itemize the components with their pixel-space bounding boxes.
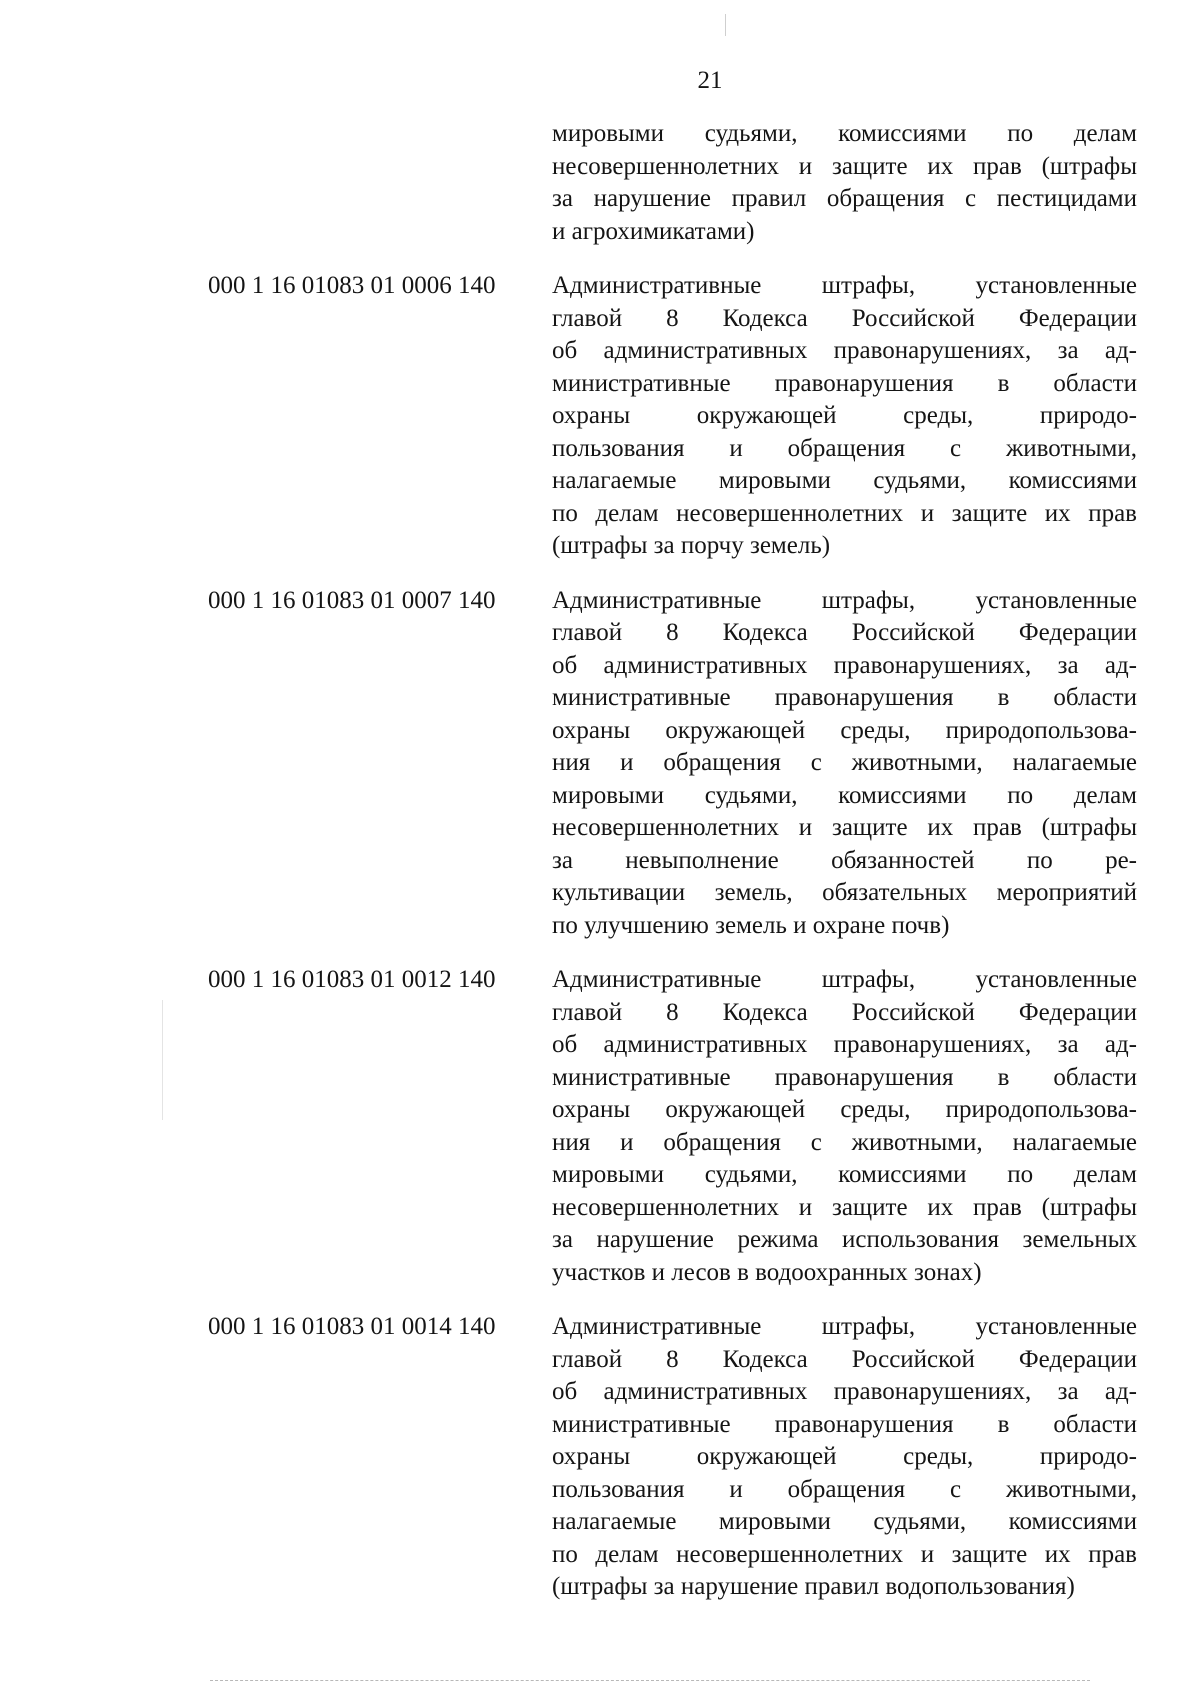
description-line: за нарушение режима использования земельных xyxy=(552,1226,1137,1253)
description-line: главой 8 Кодекса Российской Федерации xyxy=(552,1345,1137,1373)
description-line: об административных правонарушениях, за ад- xyxy=(552,1378,1137,1405)
description-line: об административных правонарушениях, за ад- xyxy=(552,1031,1137,1058)
table-row xyxy=(208,118,1138,248)
description-line: несовершеннолетних и защите их прав (штрафы xyxy=(552,1193,1137,1221)
budget-code: 000 1 16 01083 01 0007 140 xyxy=(208,586,496,614)
entry-description xyxy=(552,118,1137,248)
scan-artifact-side xyxy=(162,1000,163,1120)
entry-description xyxy=(552,1311,1137,1604)
description-line: по улучшению земель и охране почв) xyxy=(552,911,950,939)
description-line: охраны окружающей среды, природопользова- xyxy=(552,716,1137,744)
description-line: и агрохимикатами) xyxy=(552,217,755,245)
description-line: об административных правонарушениях, за ад- xyxy=(552,337,1137,364)
entry-description xyxy=(552,585,1137,943)
description-line: пользования и обращения с животными, xyxy=(552,1475,1137,1503)
budget-code: 000 1 16 01083 01 0014 140 xyxy=(208,1313,496,1340)
description-line: главой 8 Кодекса Российской Федерации xyxy=(552,304,1137,332)
description-line: охраны окружающей среды, природо- xyxy=(552,1443,1137,1470)
description-line: министративные правонарушения в области xyxy=(552,684,1137,711)
description-line: мировыми судьями, комиссиями по делам xyxy=(552,1161,1137,1188)
table-row xyxy=(208,270,1138,563)
description-line: ния и обращения с животными, налагаемые xyxy=(552,1128,1137,1156)
budget-code: 000 1 16 01083 01 0006 140 xyxy=(208,272,496,299)
description-line: культивации земель, обязательных мероприятий xyxy=(552,879,1137,906)
description-line: главой 8 Кодекса Российской Федерации xyxy=(552,998,1137,1026)
description-line: по делам несовершеннолетних и защите их прав xyxy=(552,1540,1137,1568)
description-line: налагаемые мировыми судьями, комиссиями xyxy=(552,467,1137,494)
description-line: налагаемые мировыми судьями, комиссиями xyxy=(552,1508,1137,1535)
description-line: Административные штрафы, установленные xyxy=(552,272,1137,299)
description-line: министративные правонарушения в области xyxy=(552,1410,1137,1438)
description-line: несовершеннолетних и защите их прав (штрафы xyxy=(552,152,1137,180)
description-line: мировыми судьями, комиссиями по делам xyxy=(552,120,1137,147)
classification-table xyxy=(208,118,1138,1626)
table-row xyxy=(208,964,1138,1289)
page-number: 21 xyxy=(697,67,723,94)
description-line: (штрафы за порчу земель) xyxy=(552,532,831,559)
table-row xyxy=(208,1311,1138,1604)
scan-artifact-top xyxy=(725,14,726,36)
description-line: об административных правонарушениях, за ад- xyxy=(552,651,1137,679)
description-line: министративные правонарушения в области xyxy=(552,369,1137,397)
description-line: по делам несовершеннолетних и защите их прав xyxy=(552,499,1137,527)
budget-code: 000 1 16 01083 01 0012 140 xyxy=(208,966,496,993)
description-line: (штрафы за нарушение правил водопользования) xyxy=(552,1573,1075,1600)
description-line: Административные штрафы, установленные xyxy=(552,966,1137,993)
description-line: ния и обращения с животными, налагаемые xyxy=(552,749,1137,776)
description-line: пользования и обращения с животными, xyxy=(552,434,1137,462)
entry-description xyxy=(552,964,1137,1289)
description-line: участков и лесов в водоохранных зонах) xyxy=(552,1258,982,1286)
description-line: охраны окружающей среды, природопользова- xyxy=(552,1096,1137,1123)
description-line: мировыми судьями, комиссиями по делам xyxy=(552,781,1137,809)
scan-artifact-bottom xyxy=(210,1680,1090,1681)
description-line: за нарушение правил обращения с пестицидами xyxy=(552,185,1137,212)
description-line: главой 8 Кодекса Российской Федерации xyxy=(552,619,1137,646)
description-line: за невыполнение обязанностей по ре- xyxy=(552,846,1137,874)
description-line: Административные штрафы, установленные xyxy=(552,586,1137,614)
description-line: министративные правонарушения в области xyxy=(552,1063,1137,1091)
entry-description xyxy=(552,270,1137,563)
description-line: несовершеннолетних и защите их прав (штрафы xyxy=(552,814,1137,841)
table-row xyxy=(208,585,1138,943)
description-line: охраны окружающей среды, природо- xyxy=(552,402,1137,429)
description-line: Административные штрафы, установленные xyxy=(552,1313,1137,1340)
